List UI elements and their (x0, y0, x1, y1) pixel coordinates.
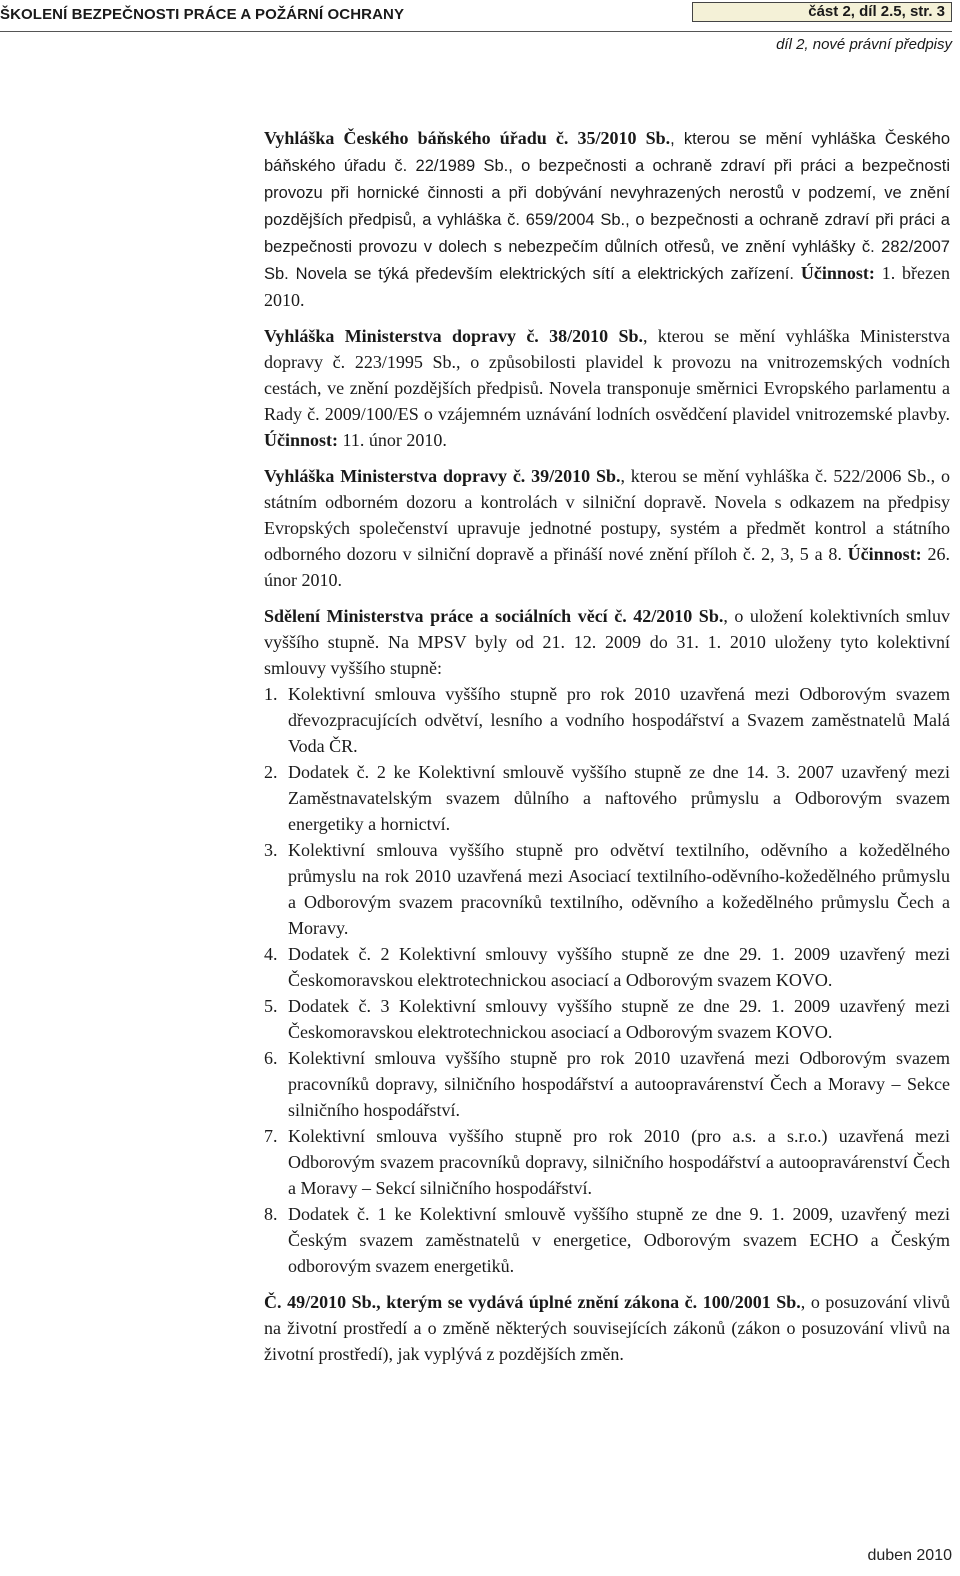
list-number: 2. (264, 762, 278, 782)
list-item (264, 759, 950, 837)
footer-date: duben 2010 (867, 1547, 952, 1564)
list-item (264, 1123, 950, 1201)
list-item (264, 1045, 950, 1123)
entry-text: , kterou se mění vyhláška Ministerstva dopravy č. 223/1995 Sb., o způsobilosti plavidel k provozu na vnitrozemských vodních cestách, ve znění pozdějších předpisů. Novela transponuje směrnici Evropského parlamentu a Rady č. 2009/100/ES o vzájemném uznávání lodních osvědčení plavidel vnitrozemské plavby. (264, 326, 950, 424)
header-page-location: část 2, díl 2.5, str. 3 (692, 2, 952, 22)
header-title: ŠKOLENÍ BEZPEČNOSTI PRÁCE A POŽÁRNÍ OCHRANY (0, 6, 405, 23)
list-text: Dodatek č. 2 ke Kolektivní smlouvě vyššího stupně ze dne 14. 3. 2007 uzavřený mezi Zaměstnavatelským svazem důlního a naftového průmyslu a Odborovým svazem energetiky a hornictví. (288, 762, 950, 834)
effective-label: Účinnost: (800, 263, 875, 283)
entry-heading: Sdělení Ministerstva práce a sociálních věcí č. 42/2010 Sb. (264, 606, 724, 626)
header-rule (0, 31, 952, 32)
regulation-entry-39-2010 (264, 463, 950, 593)
list-text: Kolektivní smlouva vyššího stupně pro rok 2010 uzavřená mezi Odborovým svazem pracovníků dopravy, silničního hospodářství a autoopravárenství Čech a Moravy – Sekce silničního hospodářství. (288, 1048, 950, 1120)
entry-text: , kterou se mění vyhláška č. 522/2006 Sb., o státním odborném dozoru a kontrolách v silniční dopravě. Novela s odkazem na předpisy Evropských společenství upravuje jednotné postupy, systém a předmět kontrol a státního odborného dozoru v silniční dopravě a přináší nové znění příloh č. 2, 3, 5 a 8. (264, 466, 950, 564)
entry-heading: Č. 49/2010 Sb., kterým se vydává úplné znění zákona č. 100/2001 Sb. (264, 1292, 801, 1312)
entry-heading: Vyhláška Ministerstva dopravy č. 39/2010 Sb. (264, 466, 621, 486)
effective-label: Účinnost: (264, 430, 339, 450)
entry-text: , o posuzování vlivů na životní prostředí a o změně některých souvisejících zákonů (zákon o posuzování vlivů na životní prostředí), jak vyplývá z pozdějších změn. (264, 1292, 950, 1364)
list-item (264, 993, 950, 1045)
list-item (264, 941, 950, 993)
effective-date: 11. únor 2010. (338, 430, 447, 450)
list-number: 7. (264, 1126, 278, 1146)
list-number: 3. (264, 840, 278, 860)
entry-heading: Vyhláška Ministerstva dopravy č. 38/2010 Sb. (264, 326, 643, 346)
list-item (264, 1201, 950, 1279)
list-number: 8. (264, 1204, 278, 1224)
list-text: Kolektivní smlouva vyššího stupně pro rok 2010 (pro a.s. a s.r.o.) uzavřená mezi Odborovým svazem pracovníků dopravy, silničního hospodářství a autoopravárenství Čech a Moravy – Sekcí silničního hospodářství. (288, 1126, 950, 1198)
effective-date: 26. únor 2010. (264, 544, 950, 590)
list-number: 4. (264, 944, 278, 964)
entry-text: , o uložení kolektivních smluv vyššího stupně. Na MPSV byly od 21. 12. 2009 do 31. 1. 2010 uloženy tyto kolektivní smlouvy vyššího stupně: (264, 606, 950, 678)
header-subtitle: díl 2, nové právní předpisy (776, 36, 952, 53)
list-text: Dodatek č. 1 ke Kolektivní smlouvě vyššího stupně ze dne 9. 1. 2009, uzavřený mezi Českým svazem zaměstnatelů v energetice, Odborovým svazem ECHO a Českým odborovým svazem energetiků. (288, 1204, 950, 1276)
list-number: 1. (264, 684, 278, 704)
effective-label: Účinnost: (847, 544, 922, 564)
list-item (264, 681, 950, 759)
list-item (264, 837, 950, 941)
entry-text: , kterou se mění vyhláška Českého báňského úřadu č. 22/1989 Sb., o bezpečnosti a ochraně zdraví při práci a bezpečnosti provozu při hornické činnosti a při dobývání nevyhrazených nerostů v podzemí, ve znění pozdějších předpisů, a vyhláška č. 659/2004 Sb., o bezpečnosti a ochraně zdraví při práci a bezpečnosti provozu v dolech s nebezpečím důlních otřesů, ve znění vyhlášky č. 282/2007 Sb. Novela se týká především elektrických sítí a elektrických zařízení. (264, 130, 950, 283)
regulation-entry-35-2010 (264, 125, 950, 313)
law-entry-49-2010 (264, 1289, 950, 1367)
list-number: 5. (264, 996, 278, 1016)
entry-heading: Vyhláška Českého báňského úřadu č. 35/2010 Sb. (264, 128, 671, 148)
list-text: Dodatek č. 3 Kolektivní smlouvy vyššího stupně ze dne 29. 1. 2009 uzavřený mezi Českomoravskou elektrotechnickou asociací a Odborovým svazem KOVO. (288, 996, 950, 1042)
agreement-list (264, 681, 950, 1279)
list-number: 6. (264, 1048, 278, 1068)
regulation-entry-38-2010 (264, 323, 950, 453)
list-text: Kolektivní smlouva vyššího stupně pro rok 2010 uzavřená mezi Odborovým svazem dřevozpracujících odvětví, lesního a vodního hospodářství a Svazem zaměstnatelů Malá Voda ČR. (288, 684, 950, 756)
list-text: Dodatek č. 2 Kolektivní smlouvy vyššího stupně ze dne 29. 1. 2009 uzavřený mezi Českomoravskou elektrotechnickou asociací a Odborovým svazem KOVO. (288, 944, 950, 990)
document-body (264, 125, 950, 1367)
effective-date: 1. březen 2010. (264, 263, 950, 310)
notice-entry-42-2010 (264, 603, 950, 681)
list-text: Kolektivní smlouva vyššího stupně pro odvětví textilního, oděvního a kožedělného průmyslu na rok 2010 uzavřená mezi Asociací textilního-oděvního-kožedělného průmyslu a Odborovým svazem pracovníků textilního, oděvního a kožedělného průmyslu Čech a Moravy. (288, 840, 950, 938)
